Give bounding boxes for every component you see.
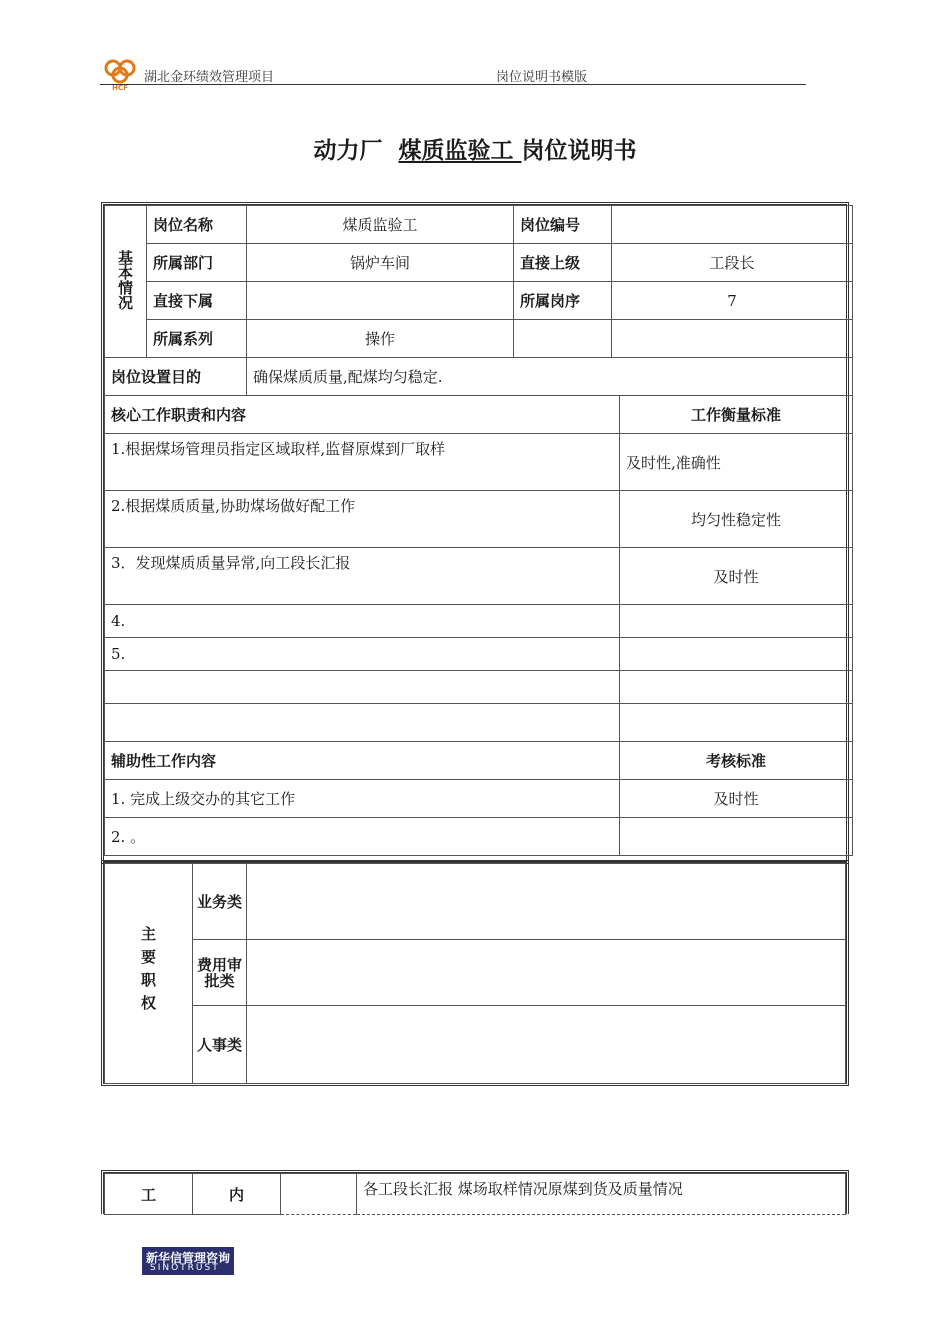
core-row-content: 1.根据煤场管理员指定区域取样,监督原煤到厂取样 [105, 434, 620, 491]
name-value: 煤质监验工 [247, 206, 514, 244]
subordinate-label: 直接下属 [147, 282, 247, 320]
dept-value: 锅炉车间 [247, 244, 514, 282]
aux-header-left: 辅助性工作内容 [105, 742, 620, 780]
logo-text: HCF [112, 84, 128, 92]
core-row-standard [620, 638, 853, 671]
core-header-right: 工作衡量标准 [620, 396, 853, 434]
core-row-standard [620, 704, 853, 742]
title-position: 煤质监验工 [398, 138, 514, 164]
aux-header-right: 考核标准 [620, 742, 853, 780]
page-title [0, 132, 950, 165]
title-plant: 动力厂 [313, 138, 383, 164]
project-name: 湖北金环绩效管理项目 [144, 70, 275, 85]
basic-section-label: 基本情况 [105, 206, 147, 358]
doc-type: 岗位说明书模版 [496, 70, 588, 85]
sinotrust-logo-en: SINOTRUST [150, 1263, 220, 1273]
code-label: 岗位编号 [514, 206, 612, 244]
authority-table [101, 860, 849, 1086]
sinotrust-logo [142, 1247, 234, 1275]
aux-row-content: 2. 。 [105, 818, 620, 856]
bottom-col1: 工 [105, 1174, 193, 1215]
aux-row-standard [620, 818, 853, 856]
dept-label: 所属部门 [147, 244, 247, 282]
series-label: 所属系列 [147, 320, 247, 358]
core-row-content [105, 671, 620, 704]
core-row-content: 3．发现煤质质量异常,向工段长汇报 [105, 548, 620, 605]
authority-label: 业务类 [193, 864, 247, 940]
empty-cell [612, 320, 853, 358]
aux-row-standard: 及时性 [620, 780, 853, 818]
core-header-left: 核心工作职责和内容 [105, 396, 620, 434]
core-row-content: 2.根据煤质质量,协助煤场做好配工作 [105, 491, 620, 548]
authority-section-label: 主要职权 [105, 864, 193, 1084]
name-label: 岗位名称 [147, 206, 247, 244]
authority-value [247, 940, 846, 1006]
core-row-standard: 及时性 [620, 548, 853, 605]
aux-row-content: 1. 完成上级交办的其它工作 [105, 780, 620, 818]
authority-value [247, 864, 846, 940]
job-description-table [101, 202, 849, 864]
core-row-content: 4. [105, 605, 620, 638]
core-row-content [105, 704, 620, 742]
supervisor-label: 直接上级 [514, 244, 612, 282]
bottom-table [101, 1170, 849, 1214]
sinotrust-logo-cn: 新华信管理咨询 [146, 1251, 231, 1265]
purpose-value: 确保煤质质量,配煤均匀稳定. [247, 358, 853, 396]
core-row-standard: 均匀性稳定性 [620, 491, 853, 548]
core-row-standard [620, 605, 853, 638]
authority-label: 人事类 [193, 1006, 247, 1084]
core-row-content: 5. [105, 638, 620, 671]
sequence-value: 7 [612, 282, 853, 320]
subordinate-value [247, 282, 514, 320]
purpose-label: 岗位设置目的 [105, 358, 247, 396]
sequence-label: 所属岗序 [514, 282, 612, 320]
bottom-col3 [281, 1174, 357, 1215]
supervisor-value: 工段长 [612, 244, 853, 282]
series-value: 操作 [247, 320, 514, 358]
hcf-logo-icon [100, 56, 140, 92]
authority-value [247, 1006, 846, 1084]
authority-label: 费用审批类 [193, 940, 247, 1006]
page-header [100, 52, 806, 92]
bottom-col4: 各工段长汇报 煤场取样情况原煤到货及质量情况 [357, 1174, 846, 1215]
title-suffix: 岗位说明书 [521, 138, 637, 164]
bottom-col2: 内 [193, 1174, 281, 1215]
core-row-standard [620, 671, 853, 704]
core-row-standard: 及时性,准确性 [620, 434, 853, 491]
code-value [612, 206, 853, 244]
empty-cell [514, 320, 612, 358]
